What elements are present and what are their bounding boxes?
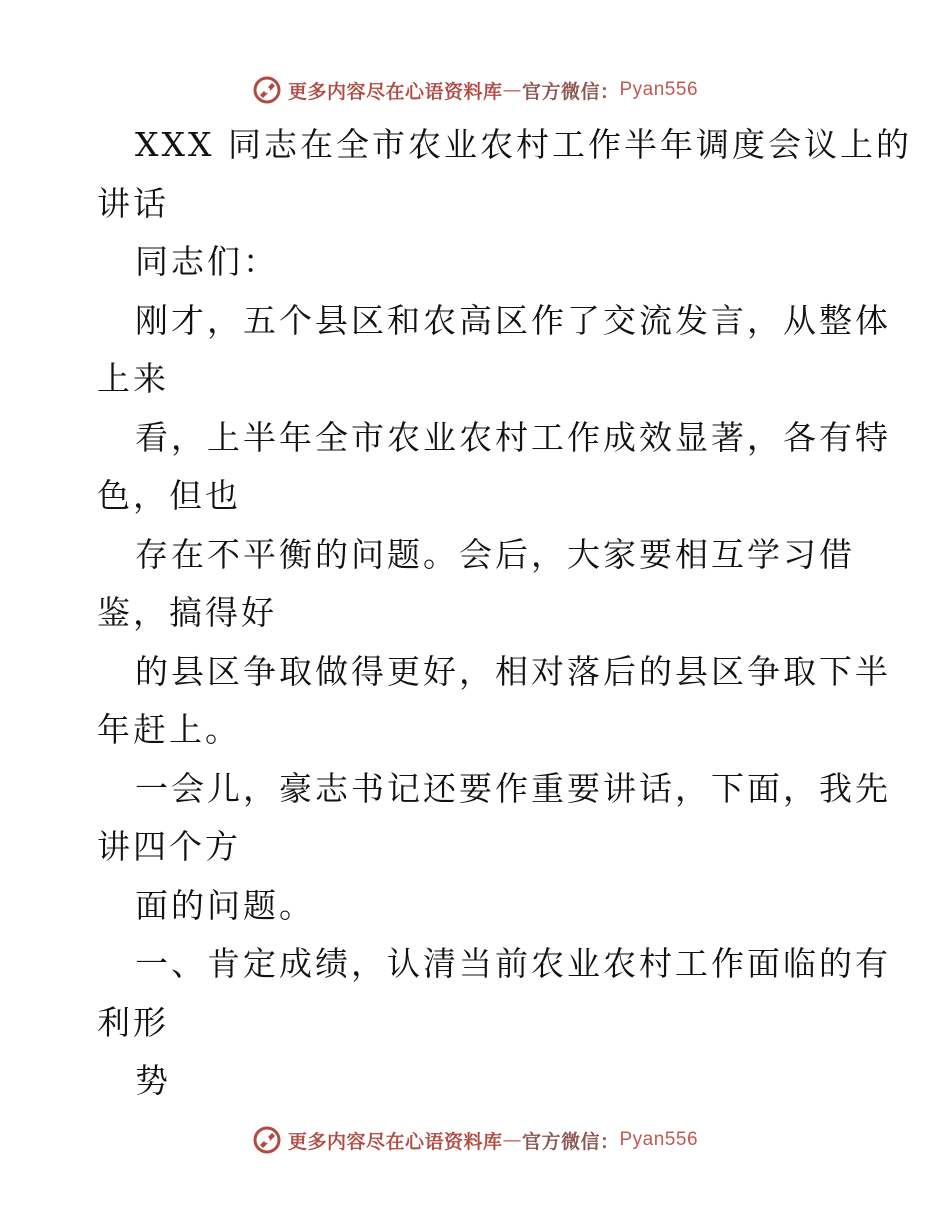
watermark-header: [0, 70, 950, 110]
document-line: 面的问题。: [135, 885, 315, 925]
document-line: 同志们：: [135, 242, 279, 281]
document-line: 看，上半年全市农业农村工作成效显著，各有特: [135, 417, 891, 457]
watermark-separator: —: [502, 1129, 522, 1151]
document-body: [97, 116, 912, 1111]
document-line: 讲话: [97, 183, 169, 223]
watermark-separator: —: [502, 79, 522, 101]
document-line: 年赶上。: [97, 710, 241, 749]
watermark-footer: [0, 1120, 950, 1160]
document-line: 讲四个方: [97, 827, 241, 866]
document-line: 鉴，搞得好: [97, 593, 277, 632]
watermark-brand: 更多内容尽在心语资料库: [287, 80, 503, 103]
document-line: 的县区争取做得更好，相对落后的县区争取下半: [135, 651, 891, 691]
watermark-official-label: 官方微信：: [521, 1130, 620, 1153]
document-line: XXX 同志在全市农业农村工作半年调度会议上的: [135, 125, 912, 164]
document-line: 色，但也: [97, 476, 241, 515]
pen-swoosh-logo-icon: [252, 1125, 282, 1155]
document-line: 一会儿，豪志书记还要作重要讲话，下面，我先: [135, 768, 891, 808]
pen-swoosh-logo-icon: [252, 75, 282, 105]
watermark-handle: Pyan556: [619, 1129, 699, 1150]
document-line: 势: [135, 1061, 171, 1100]
document-line: 上来: [97, 359, 169, 398]
document-line: 一、肯定成绩，认清当前农业农村工作面临的有: [135, 944, 891, 983]
watermark-handle: Pyan556: [619, 79, 699, 100]
document-line: 刚才，五个县区和农高区作了交流发言，从整体: [135, 300, 891, 340]
watermark-brand: 更多内容尽在心语资料库: [287, 1130, 503, 1153]
watermark-official-label: 官方微信：: [521, 80, 620, 103]
document-line: 利形: [97, 1002, 169, 1042]
document-line: 存在不平衡的问题。会后，大家要相互学习借: [135, 534, 855, 574]
